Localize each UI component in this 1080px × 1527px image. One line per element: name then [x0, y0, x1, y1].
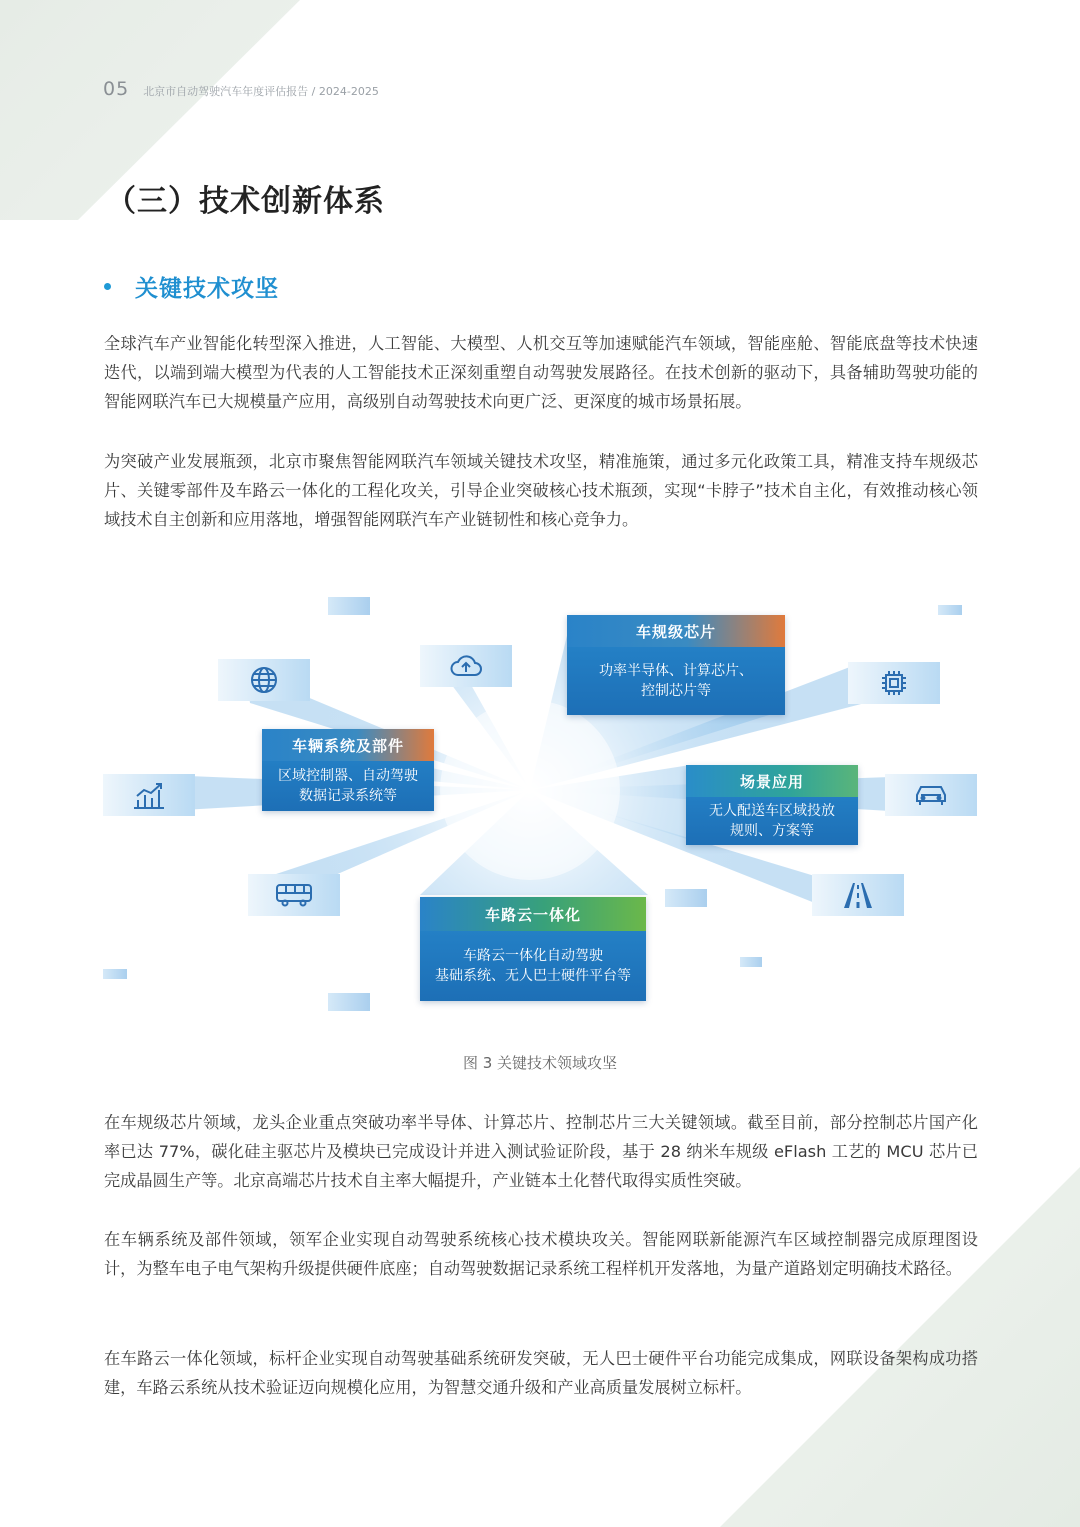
cloud-upload-icon: [449, 653, 483, 679]
card-chip-line-2: 控制芯片等: [641, 683, 711, 699]
page-header: [103, 78, 379, 100]
card-vehicle: [262, 729, 434, 811]
card-vehicle-line-1: 区域控制器、自动驾驶: [278, 768, 418, 784]
decor-bar: [103, 969, 127, 979]
card-chip-body: [567, 647, 785, 715]
decor-bar: [328, 597, 370, 615]
subsection-heading: [104, 270, 279, 303]
card-chip-line-1: 功率半导体、计算芯片、: [599, 663, 753, 679]
card-scene-title: 场景应用: [686, 765, 858, 797]
card-chip: [567, 615, 785, 715]
figure-caption: 图 3 关键技术领域攻坚: [462, 1054, 618, 1072]
card-v2x-line-2: 基础系统、无人巴士硬件平台等: [435, 968, 631, 984]
car-icon: [913, 781, 949, 809]
chip-icon: [878, 667, 910, 699]
chart-tile: [103, 774, 195, 816]
bar-chart-icon: [131, 780, 167, 810]
decor-bar: [328, 993, 370, 1011]
key-technology-figure: [0, 585, 1080, 1015]
paragraph-2: 为突破产业发展瓶颈，北京市聚焦智能网联汽车领域关键技术攻坚，精准施策，通过多元化政策工具，精准支持车规级芯片、关键零部件及车路云一体化的工程化攻关，引导企业突破核心技术瓶颈，实现“卡脖子”技术自主化，有效推动核心领域技术自主创新和应用落地，增强智能网联汽车产业链韧性和核心竞争力。: [104, 452, 978, 529]
paragraph-5: 在车路云一体化领域，标杆企业实现自动驾驶基础系统研发突破，无人巴士硬件平台功能完成集成，网联设备架构成功搭建，车路云系统从技术验证迈向规模化应用，为智慧交通升级和产业高质量发展树立标杆。: [104, 1349, 978, 1397]
card-scene-body: [686, 797, 858, 845]
decor-bar: [665, 889, 707, 907]
card-scene-line-1: 无人配送车区域投放: [709, 803, 835, 819]
card-v2x-title: 车路云一体化: [420, 897, 646, 931]
card-scene-line-2: 规则、方案等: [730, 823, 814, 839]
card-vehicle-line-2: 数据记录系统等: [299, 788, 397, 804]
page-number: 05: [103, 78, 130, 100]
chip-tile: [848, 662, 940, 704]
paragraph-1: 全球汽车产业智能化转型深入推进，人工智能、大模型、人机交互等加速赋能汽车领域，智能座舱、智能底盘等技术快速迭代，以端到端大模型为代表的人工智能技术正深刻重塑自动驾驶发展路径。在技术创新的驱动下，具备辅助驾驶功能的智能网联汽车已大规模量产应用，高级别自动驾驶技术向更广泛、更深度的城市场景拓展。: [104, 334, 978, 411]
paragraph-4: 在车辆系统及部件领域，领军企业实现自动驾驶系统核心技术模块攻关。智能网联新能源汽车区域控制器完成原理图设计，为整车电子电气架构升级提供硬件底座；自动驾驶数据记录系统工程样机开发落地，为量产道路划定明确技术路径。: [104, 1230, 978, 1278]
road-tile: [812, 874, 904, 916]
road-icon: [841, 880, 875, 910]
paragraph-3: 在车规级芯片领域，龙头企业重点突破功率半导体、计算芯片、控制芯片三大关键领域。截至目前，部分控制芯片国产化率已达 77%，碳化硅主驱芯片及模块已完成设计并进入测试验证阶段，基于 28 纳米车规级 eFlash 工艺的 MCU 芯片已完成晶圆生产等。北京高端芯片技术自主率大幅提升，产业链本土化替代取得实质性突破。: [104, 1113, 978, 1190]
car-tile: [885, 774, 977, 816]
globe-icon: [249, 665, 279, 695]
subsection-title: 关键技术攻坚: [135, 276, 279, 302]
card-v2x-body: [420, 931, 646, 1001]
decor-bar: [938, 605, 962, 615]
bullet-dot: [104, 283, 111, 290]
card-scene: [686, 765, 858, 845]
card-v2x-line-1: 车路云一体化自动驾驶: [463, 948, 603, 964]
card-v2x: [420, 897, 646, 1001]
card-vehicle-body: [262, 761, 434, 811]
section-title: （三）技术创新体系: [106, 184, 385, 219]
report-title: 北京市自动驾驶汽车年度评估报告 / 2024-2025: [143, 85, 379, 98]
cloud-tile: [420, 645, 512, 687]
decor-bar: [740, 957, 762, 967]
card-chip-title: 车规级芯片: [567, 615, 785, 647]
bus-tile: [248, 874, 340, 916]
card-vehicle-title: 车辆系统及部件: [262, 729, 434, 761]
bus-icon: [274, 882, 314, 908]
globe-tile: [218, 659, 310, 701]
